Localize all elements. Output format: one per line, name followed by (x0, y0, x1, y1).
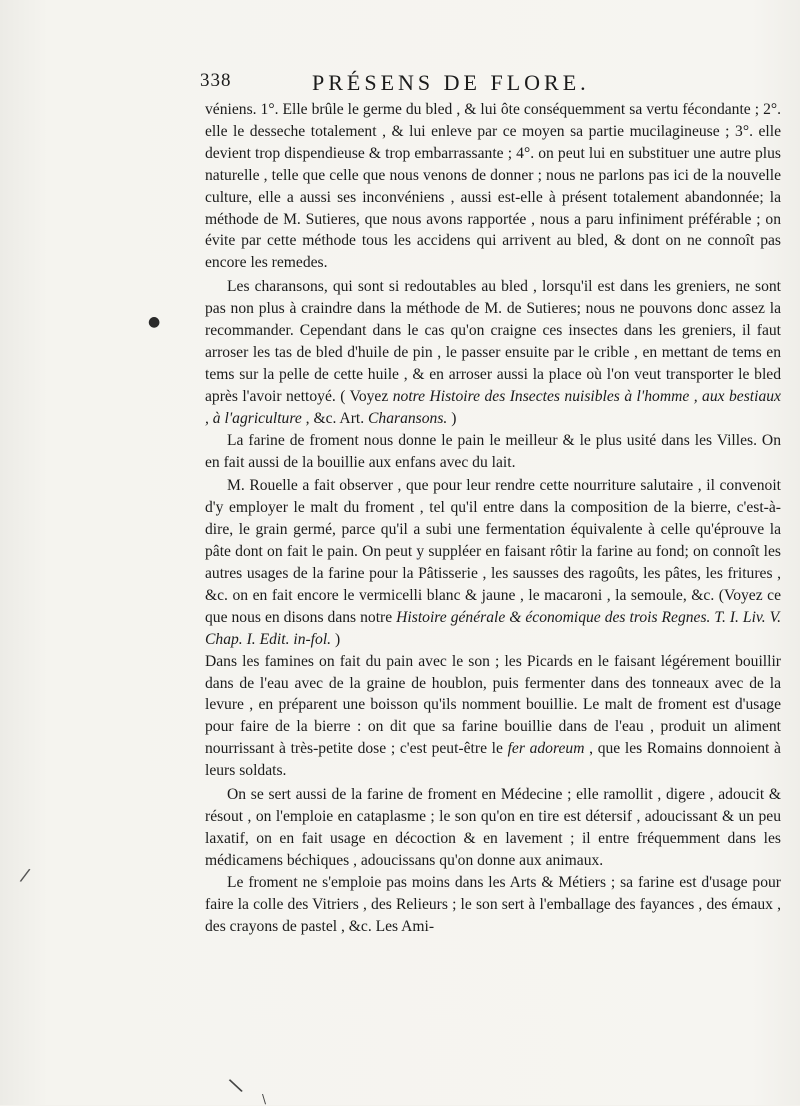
running-title: PRÉSENS DE FLORE. (312, 70, 590, 95)
bottom-slash-mark: \ (226, 1072, 245, 1098)
paragraph-5: Dans les famines on fait du pain avec le son ; les Picards en le faisant légérement bouillir dans de l'eau avec de la graine de houblon, puis fermenter dans des tonneaux avec de la levure , en préparent une boisson qu'ils nomment bouillie. Le malt de froment est d'usage pour faire de la bierre : on dit que sa farine bouillie dans de l'eau , produit un aliment nourrissant à très-petite dose ; c'est peut-être le fer adoreum , que les Romains donnoient à leurs soldats. (205, 652, 781, 780)
page-number: 338 (200, 70, 232, 91)
italic-reference: fer adoreum (507, 740, 585, 758)
italic-reference: Charansons. (368, 409, 448, 427)
paragraph-2: Les charansons, qui sont si redoutables au bled , lorsqu'il est dans les greniers, ne sont pas non plus à craindre dans la méthode de M. de Sutieres; nous ne pouvons donc assez la recommander. Cependant dans le cas qu'on craigne ces insectes dans les greniers, il faut arroser les tas de bled d'huile de pin , le passer ensuite par le crible , en mettant de tems en tems sur la pelle de cette huile , & en arroser aussi la place où l'on veut transporter le bled après l'avoir nettoyé. ( Voyez notre Histoire des Insectes nuisibles à l'homme , aux bestiaux , à l'agriculture , &c. Art. Charansons. ) (205, 278, 781, 427)
italic-reference: Histoire (396, 608, 447, 626)
body-text (205, 99, 781, 937)
italic-reference: Histoire (429, 387, 481, 405)
italic-reference: nuisibles à l'homme , aux bestiaux , à l'agriculture , (205, 387, 781, 427)
paragraph-3: La farine de froment nous donne le pain le meilleur & le plus usité dans les Villes. On en fait aussi de la bouillie aux enfans avec du lait. (205, 431, 781, 471)
italic-reference: générale & économique des trois Regnes. T. I. Liv. V. Chap. I. Edit. in-fol. (205, 608, 781, 648)
italic-reference: notre Histoire des Insectes (392, 387, 560, 405)
paragraph-6: On se sert aussi de la farine de froment en Médecine ; elle ramollit , digere , adoucit & résout , on l'emploie en cataplasme ; le son qu'on en tire est détersif , adoucissant & un peu laxatif, on en fait usage en décoction & en lavement ; il entre fréquemment dans les médicamens béchiques , adoucissans qu'on donne aux animaux. (205, 786, 781, 869)
bottom-tick-mark: \ (262, 1092, 267, 1106)
paragraph-7: Le froment ne s'emploie pas moins dans les Arts & Métiers ; sa farine est d'usage pour faire la colle des Vitriers , des Relieurs ; le son sert à l'emballage des fayances , des émaux , des crayons de pastel , &c. Les Ami- (205, 873, 781, 935)
margin-dot-mark: ● (148, 314, 161, 330)
paragraph-1: véniens. 1°. Elle brûle le germe du bled , & lui ôte conséquemment sa vertu fécondante ; 2°. elle le desseche totalement , & lui enleve par ce moyen sa partie mucilagineuse ; 3°. elle devient trop dispendieuse & trop embarrassante ; 4°. on peut lui en substituer une autre plus naturelle , telle que celle que nous venons de donner ; nous ne parlons pas ici de la nouvelle culture, elle a aussi ses inconvéniens , aussi est-elle à présent totalement abandonnée; la méthode de M. Sutieres, que nous avons rapportée , nous a paru infiniment préférable ; on évite par cette méthode tous les accidens qui arrivent au bled, & dont on ne connoît pas encore les remedes. (205, 101, 781, 272)
margin-slash-mark: / (18, 864, 32, 887)
paragraph-4: M. Rouelle a fait observer , que pour leur rendre cette nourriture salutaire , il convenoit d'y employer le malt du froment , tel qu'il entre dans la composition de la bierre, c'est-à-dire, le grain germé, parce qu'il a subi une fermentation équivalente à celle qu'éprouve la pâte dont on fait le pain. On peut y suppléer en faisant rôtir la farine au fond; on connoît les autres usages de la farine pour la Pâtisserie , les sausses des ragoûts, les pâtes, les fritures , &c. on en fait encore le vermicelli blanc & jaune , le macaroni , la semoule, &c. (Voyez ce que nous en disons dans notre Histoire générale & économique des trois Regnes. T. I. Liv. V. Chap. I. Edit. in-fol. ) (205, 477, 781, 648)
